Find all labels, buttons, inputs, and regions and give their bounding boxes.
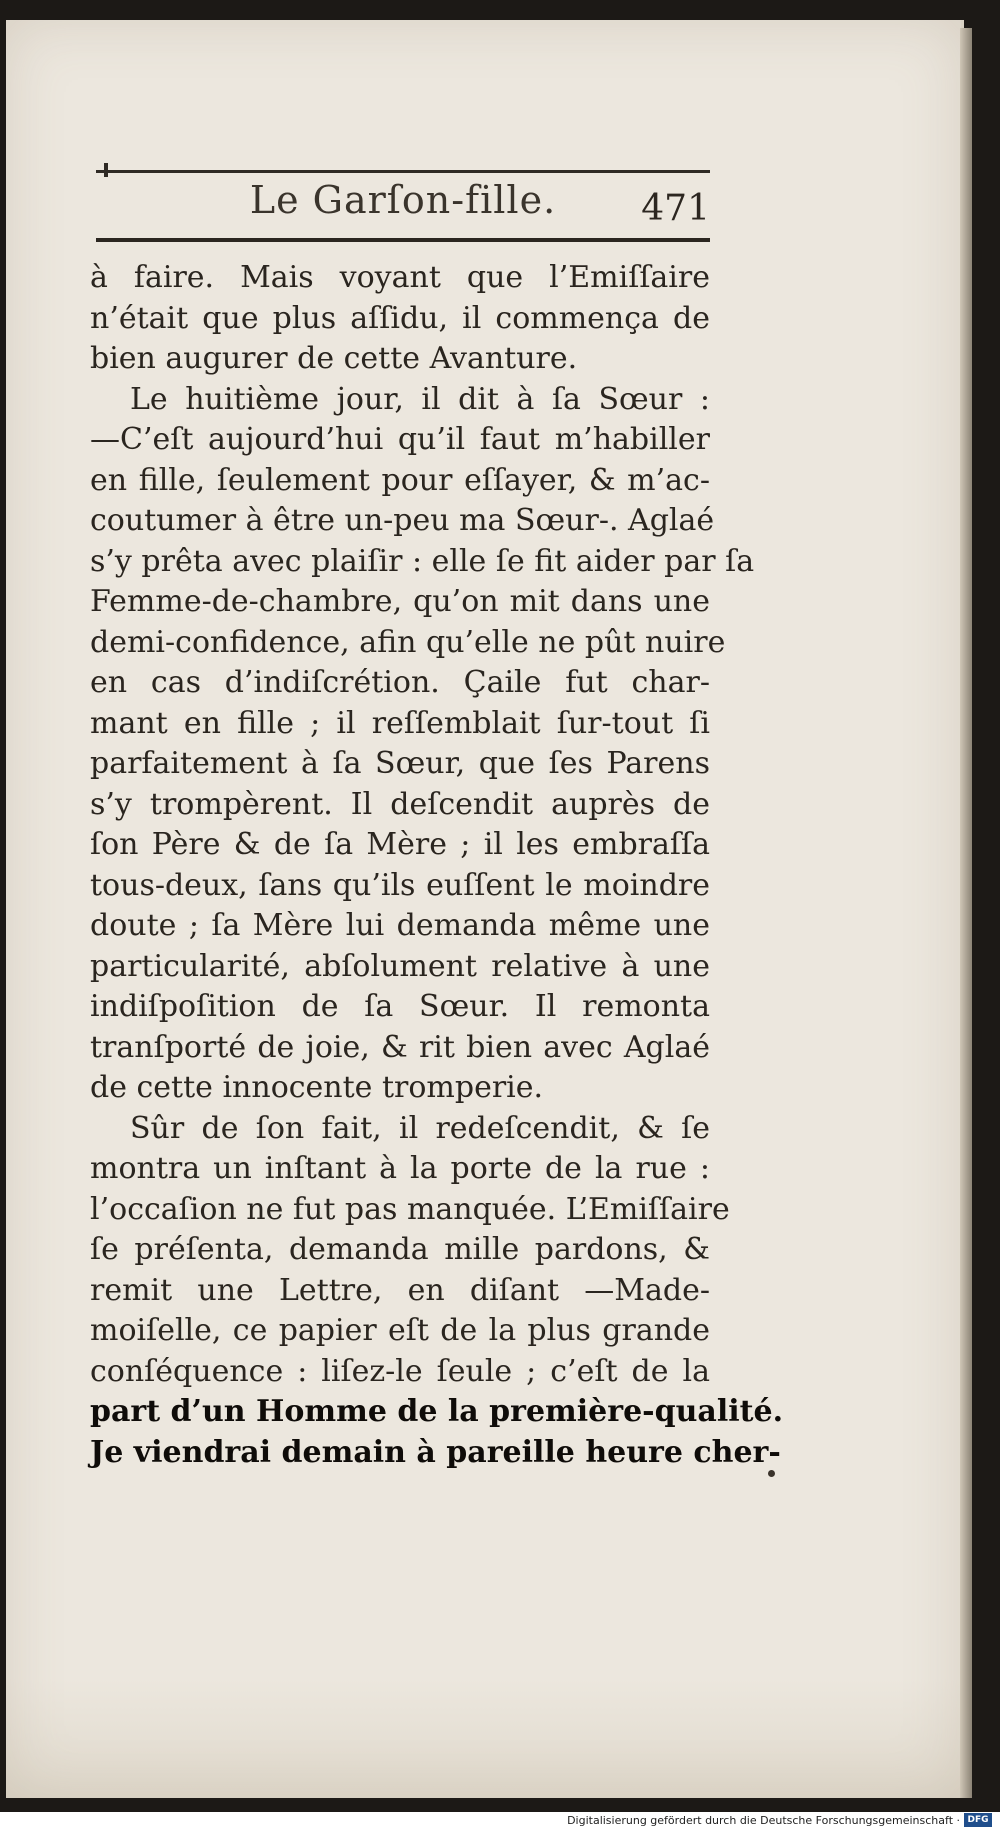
text-line: bien augurer de cette Avanture. xyxy=(90,341,578,376)
text-line: s’y trompèrent. Il deſcendit auprès de xyxy=(90,786,710,822)
text-line: —C’eſt aujourd’hui qu’il faut m’habiller xyxy=(90,422,710,457)
text-line: Sûr de ſon fait, il redeſcendit, & ſe xyxy=(130,1110,710,1146)
text-line: mant en fille ; il reſſemblait ſur-tout ſi xyxy=(90,705,710,741)
text-line: demi-confidence, afin qu’elle ne pût nuire xyxy=(90,624,726,660)
text-line: Je viendrai demain à pareille heure cher- xyxy=(90,1434,781,1470)
header-rule-bottom xyxy=(96,238,710,242)
running-title: Le Garſon-fille. xyxy=(249,178,557,222)
text-line: coutumer à être un-peu ma Sœur-. Aglaé xyxy=(90,503,715,538)
text-line: moiſelle, ce papier eſt de la plus grande xyxy=(90,1313,710,1348)
text-line: doute ; ſa Mère lui demanda même une xyxy=(90,908,710,943)
text-line: s’y prêta avec plaiſir : elle ſe fit aider par ſa xyxy=(90,543,755,579)
text-line: n’était que plus aſſidu, il commença de xyxy=(90,300,710,336)
text-line: montra un inſtant à la porte de la rue : xyxy=(90,1151,710,1186)
text-line: remit une Lettre, en diſant —Made- xyxy=(90,1272,710,1308)
text-line: ſe préſenta, demanda mille pardons, & xyxy=(90,1232,710,1267)
text-line: particularité, abſolument relative à une xyxy=(90,948,710,984)
text-line: indiſpoſition de ſa Sœur. Il remonta xyxy=(90,989,710,1024)
page-number: 471 xyxy=(641,188,710,229)
page-edge xyxy=(960,28,972,1798)
running-head xyxy=(96,178,710,228)
text-line: en cas d’indiſcrétion. Çaile fut char- xyxy=(90,665,710,700)
ink-dot xyxy=(768,1470,775,1477)
text-line: conſéquence : liſez-le ſeule ; c’eſt de la xyxy=(90,1353,710,1389)
text-line: tranſporté de joie, & rit bien avec Aglaé xyxy=(90,1029,710,1065)
text-line: ſon Père & de ſa Mère ; il les embraſſa xyxy=(90,827,710,862)
text-line: Le huitième jour, il dit à ſa Sœur : xyxy=(130,381,710,417)
header-rule-top xyxy=(96,170,710,173)
text-line: à faire. Mais voyant que l’Emiſſaire xyxy=(90,260,710,295)
digitization-credit: Digitalisierung gefördert durch die Deutsche Forschungsgemeinschaft · xyxy=(567,1814,960,1827)
text-line: de cette innocente tromperie. xyxy=(90,1070,544,1105)
body-text xyxy=(90,258,784,1473)
text-line: part d’un Homme de la première-qualité. xyxy=(90,1394,784,1429)
text-line: parfaitement à ſa Sœur, que ſes Parens xyxy=(90,746,710,781)
dfg-logo-icon: DFG xyxy=(964,1813,992,1827)
text-line: Femme-de-chambre, qu’on mit dans une xyxy=(90,584,710,619)
text-line: en fille, ſeulement pour eſſayer, & m’ac- xyxy=(90,462,710,498)
text-line: l’occaſion ne fut pas manquée. L’Emiſſaire xyxy=(90,1191,730,1227)
text-line: tous-deux, ſans qu’ils euſſent le moindre xyxy=(90,867,710,903)
